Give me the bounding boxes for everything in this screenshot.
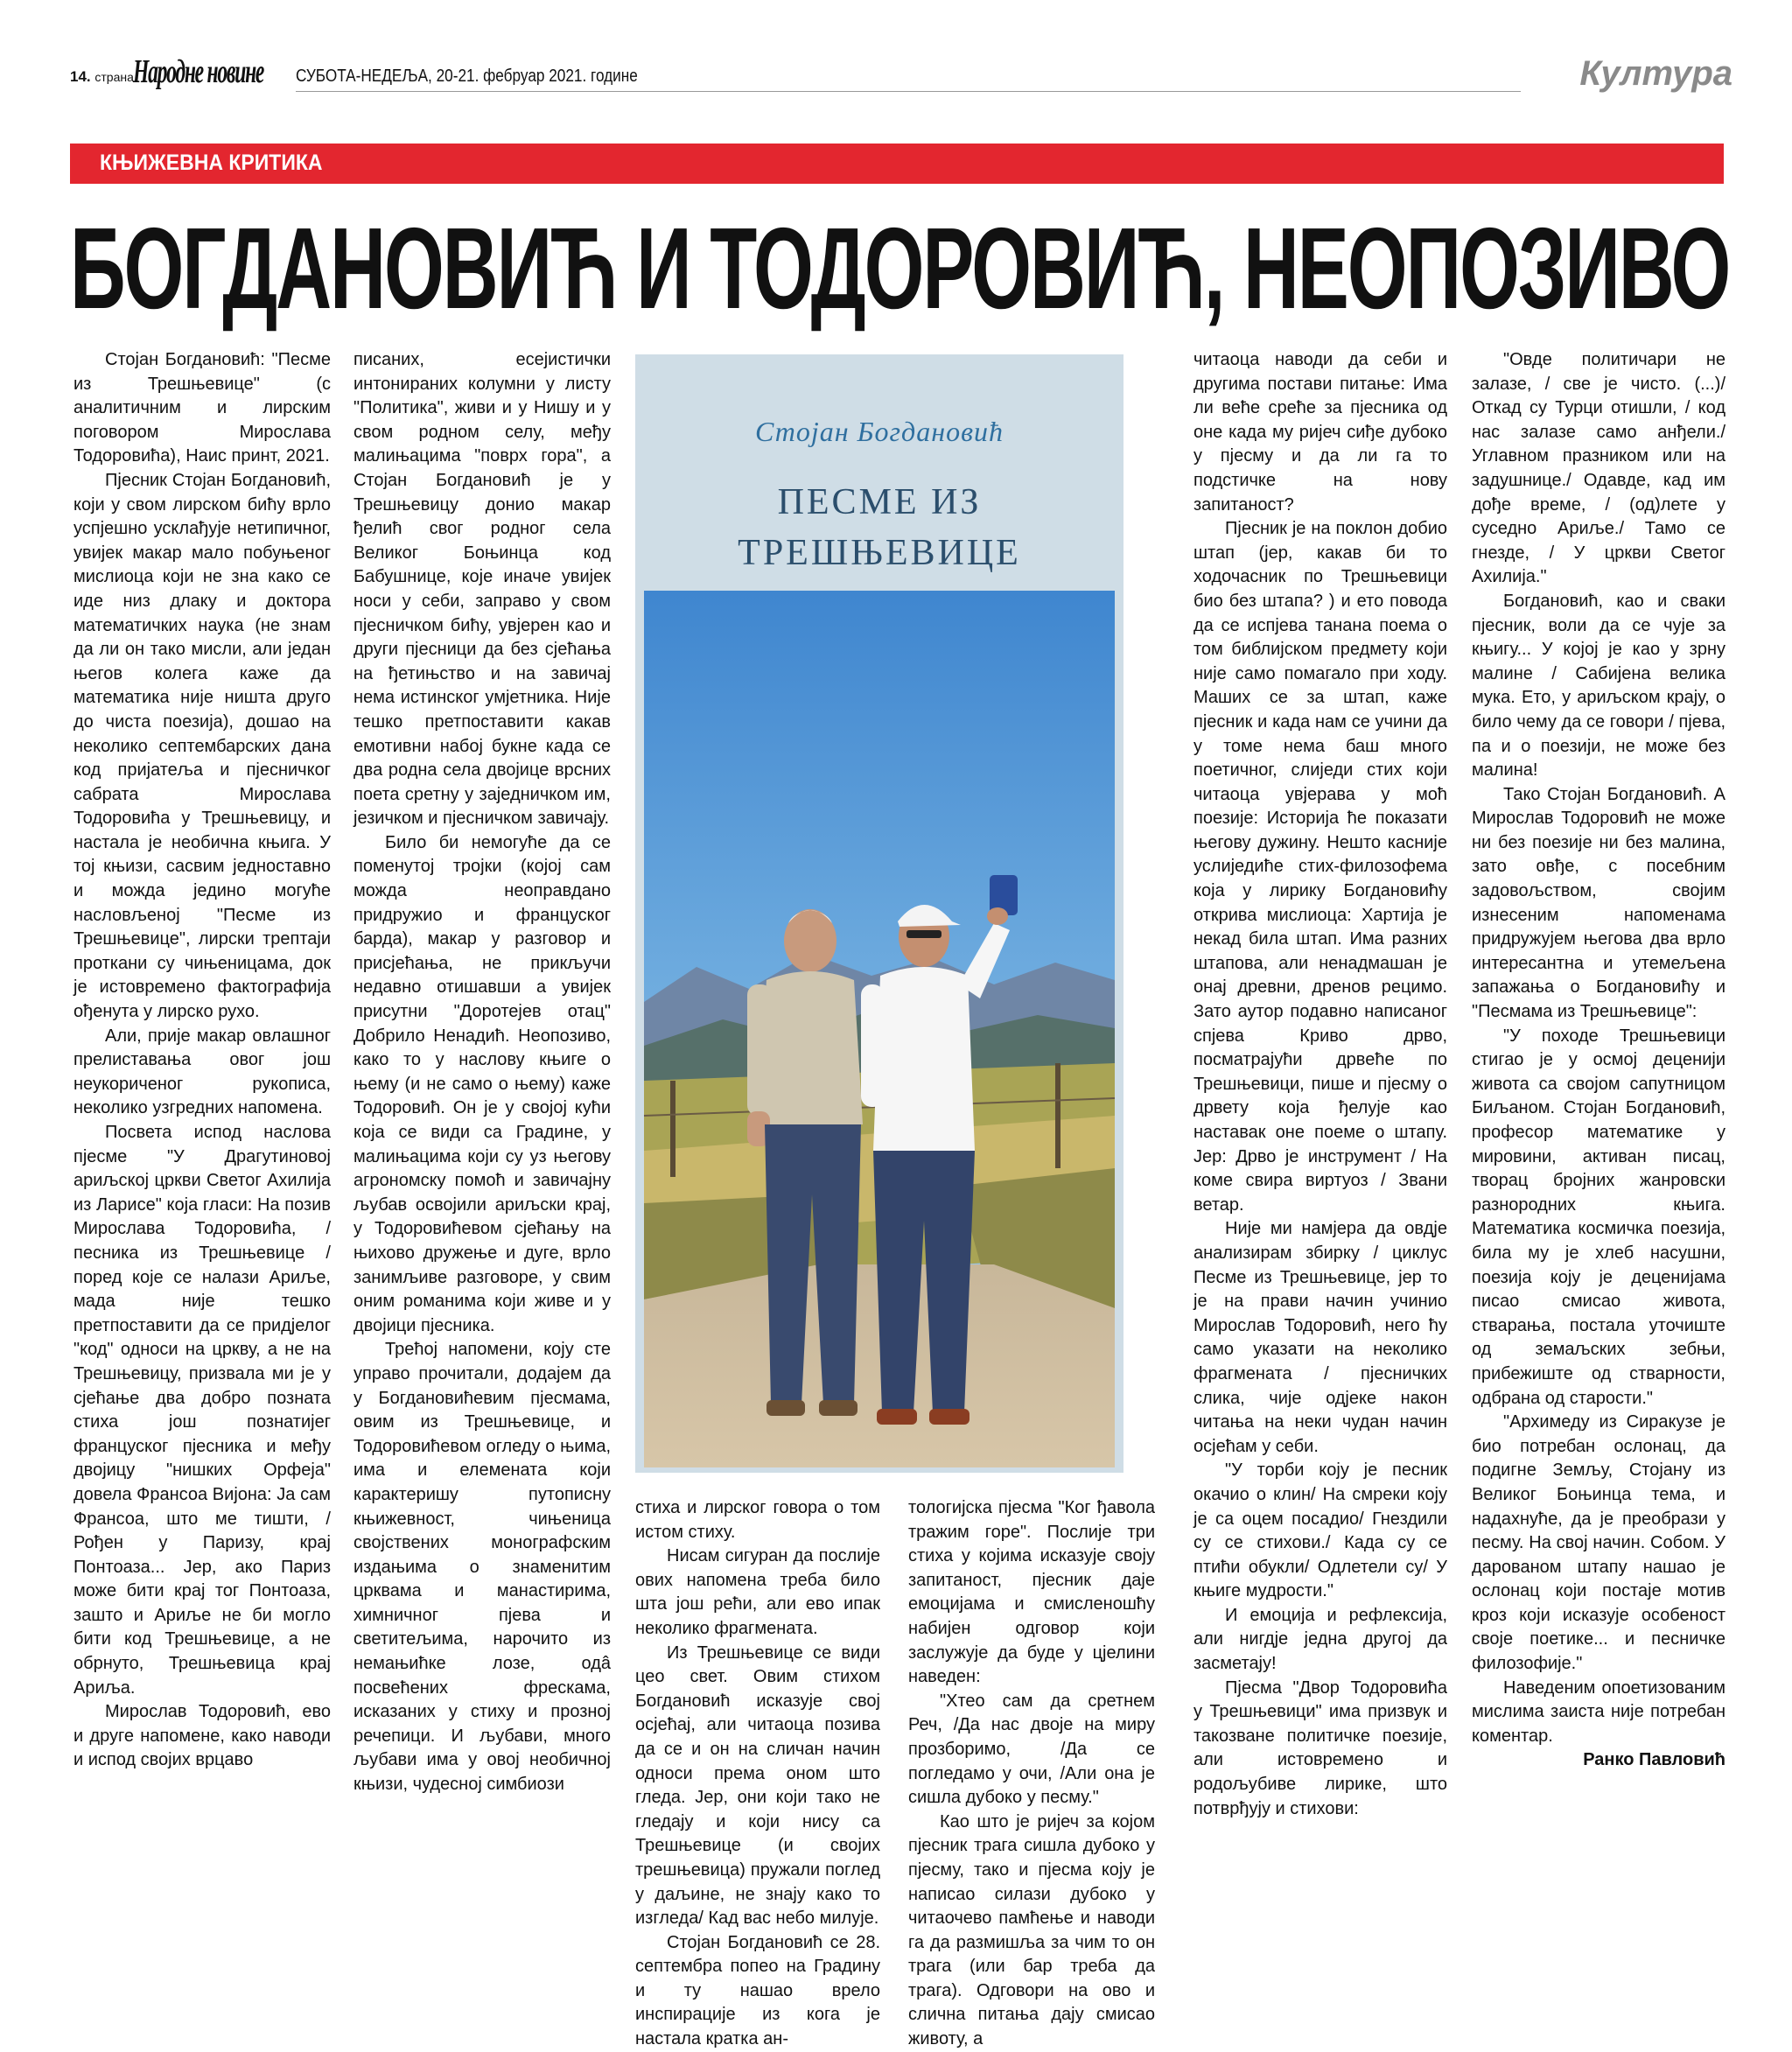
photo-two-men-selfie — [644, 591, 1115, 1467]
paragraph: Као што је ријеч за којом пјесник трага сишла дубоко у пјесму, тако и пјесма коју је написао силази дубоко у читаочево памћење и наводи га да размишља за чим то он трага (или бар треба да трага). Одговори на ово и слична питања дају смисао животу, а — [908, 1811, 1155, 2049]
book-cover — [635, 354, 1124, 1473]
paragraph: писаних, есејистички интонираних колумни у листу "Политика", живи и у Нишу и у свом родном селу, међу малињацима "поврх гора", а Стојан Богдановић је у Трешњевицу донио макар ђелић свог родног села Великог Бoњинца код Бабушнице, које иначе увијек носи у себи, заправо у свом пјесничком бићу, увјерен као и други пјесници да без сјећања на ђетињство и на завичај нема истинског умјетника. Није тешко претпоставити какав емотивни набој букне када се два родна села двојице врсних поета сретну у заједничком им, језичком и пјесничком завичају. — [354, 350, 611, 829]
article-column-6 — [1472, 348, 1726, 1773]
paragraph: Стојан Богдановић се 28. септембра попео на Градину и ту нашао врело инспирације из кога је настала кратка ан- — [635, 1932, 880, 2049]
paragraph: "У походе Трешњевици стигао је у осмој деценији живота са својом сапутницом Биљаном. Стојан Богдановић, професор математике у мировини, активан писац, творац бројних жанровски разнородних књига. Математика космичка поезија, била му је хлеб насушни, поезија коју је деценијама писао смисао живота, стварања, постала уточиште од земаљских зебњи, прибежиште од стварности, одбрана од старости." — [1472, 1026, 1726, 1408]
paragraph: Наведеним опоетизованим мислима заиста није потребан коментар. — [1472, 1677, 1726, 1746]
paragraph: "Хтео сам да сретнем Реч, /Да нас двоје на миру прозборимо, /Да се погледамо у очи, /Али она је сишла дубоко у песму." — [908, 1691, 1155, 1808]
paragraph: И емоција и рефлексија, али нигдје једна другој да засметају! — [1194, 1605, 1447, 1674]
page-number: 14. страна — [70, 68, 134, 85]
section-name: Култура — [1579, 54, 1732, 93]
paragraph: Мирослав Тодоровић, ево и друге напомене, како наводи и испод својих врцаво — [74, 1702, 331, 1770]
paragraph: тологијска пјесма "Ког ђавола тражим горе". Послије три стиха у којима исказује своју запитаност, пјесник даје емоцијама и смисленошћу набијен одговор који заслужује да буде у цјелини наведен: — [908, 1498, 1155, 1687]
paragraph: "Архимеду из Сиракузе је био потребан ослонац, да подигне Земљу, Стојану из Великог Бoњинца тема, и надахнуће, да је преобрази у песму. На свој начин. Собом. У дарованом штапу нашао је ослонац који постаје мотив кроз који исказује особеност своје поетике... и песничке филозофије." — [1472, 1412, 1726, 1674]
paragraph: читаоца наводи да себи и другима постави питање: Има ли веће среће за пјесника од оне када му ријеч сиђе дубоко у пјесму и да ли га то подстичке на нову запитаност? — [1194, 350, 1447, 515]
author-signature: Ранко Павловић — [1583, 1750, 1726, 1770]
article-column-2 — [354, 348, 611, 1797]
paragraph: Пјесма "Двор Тодоровића у Трешњевици" има призвук и такозване политичке поезије, али истовремено и родољубиве лирике, што потврђују и стихови: — [1194, 1677, 1447, 1818]
cover-author: Стојан Богдановић — [755, 416, 1004, 447]
paragraph: Није ми намјера да овдје анализирам збирку / циклус Песме из Трешњевице, јер то је на прави начин учинио Мирослав Тодоровић, него ћу само указати на неколико фрагмената / пјесничких слика, чије одјеке након читања на неки чудан начин осјећам у себи. — [1194, 1219, 1447, 1456]
article-column-4 — [908, 1496, 1155, 2052]
paragraph: Посвета испод наслова пјесме "У Драгутиновој ариљској цркви Светог Ахилија из Ларисе" која гласи: На позив Мирослава Тодоровића, / песника из Трешњевице / поред које се налази Ариље, мада није тешко претпоставити да се придјелог "код" односи на цркву, а не на Трешњевицу, призвала ми је у сјећање два добро позната стиха још познатијег француског пјесника и међу двојицу "нишких Орфеја" довела Франсоа Вијона: Ја сам Франсоа, што ме тишти, / Рођен у Паризу, крај Понтоаза... Јер, ако Париз може бити крај тог Понтоаза, зашто и Ариље не би могло бити код Трешњевице, а не обрнуто, Трешњевица крај Ариља. — [74, 1123, 331, 1698]
paragraph: Пјесник Стојан Богдановић, који у свом лирском бићу врло успјешно усклађује нетипичног, увијек макар мало побуњеног мислиоца који не зна како се иде низ длаку и доктора математичких наука (не знам да ли он тако мисли, али један његов колега каже да математика није ништа друго до чиста поезија), дошао на неколико септембарских дана код пријатеља и пјесничког сабрата Мирослава Тодоровића у Трешњевицу, и настала је необична књига. У тој књизи, сасвим једноставно и можда једино могуће насловљеној "Песме из Трешњевице", лирски трептаји проткани су чињеницама, док је истовремено фактографија ођенута у лирско рухо. — [74, 470, 331, 1022]
article-column-5 — [1194, 348, 1447, 1821]
paragraph: Трећој напомени, коју сте управо прочитали, додајем да у Богдановићевим пјесмама, овим из Трешњевице, и Тодоровићевом огледу о њима, има и елемената који карактеришу путописну књижевност, чињеница својствених монографским издањима о знаменитим црквама и манастирима, химничног пјева и светитељима, нарочито из немањићке лозе, одâ посвећених фрескама, исказаних у стиху и прозној речепици. И љубави, много љубави има у овој необичној књизи, чудесној симбиози — [354, 1340, 611, 1795]
header-rule — [296, 91, 1521, 92]
paragraph: Из Трешњевице се види цео свет. Овим стихом Богдановић исказује свој осјећај, али читаоца позива да се и он на сличан начин односи према оном што гледа. Јер, они који тако не гледају и који нису са Трешњевице (и својих трешњевица) пружали поглед у даљине, не знају како то изгледа/ Кад вас небо милује. — [635, 1642, 880, 1929]
masthead — [70, 53, 1732, 96]
paragraph: Тако Стојан Богдановић. А Мирослав Тодоровић не може ни без поезије ни без малина, зато овђе, с посебним задовољством, својим изнесеним напоменама придружујем његова два врло интересантна и утемељена запажања о Богдановићу и "Песмама из Трешњевице": — [1472, 784, 1726, 1022]
article-headline: БОГДАНОВИЋ И ТОДОРОВИЋ, НЕОПОЗИВО — [70, 204, 1730, 333]
paragraph: стиха и лирског говора о том истом стиху. — [635, 1498, 880, 1542]
cover-title: ПЕСМЕ ИЗ ТРЕШЊЕВИЦЕ — [738, 482, 1021, 573]
paragraph: "Овде политичари не залазе, / све је чисто. (...)/Откад су Турци отишли, / код нас залазе само анђели./ Углавном празником или на задушнице./ Одавде, кад им дође време, / (од)лете у суседно Ариље./ Тамо се гнезде, / У цркви Светог Ахилија." — [1472, 350, 1726, 587]
paragraph: Стојан Богдановић: "Песме из Трешњевице" (с аналитичним и лирским поговором Мирослава Тодоровића), Наис принт, 2021. — [74, 350, 331, 466]
paragraph: Пјесник је на поклон добио штап (јер, какав би то ходочасник по Трешњевици био без штапа? ) и ето повода да се испјева танана поема о том библијском предмету који није само помагало при ходу. Маших се за штап, каже пјесник и када нам се учини да у томе нема баш много поетичног, слиједи стих који читаоца увјерава у моћ поезије: Историја ће показати његову дужину. Нешто касније услиједиће стих-филозофема која у лирику Богдановићу открива мислиоца: Хартија је некад била штап. Има разних штапова, али ненадмашан је онај древни, дренов рецимо. Зато аутор подавно написаног спјева Криво дрво, посматрајући дрвеће по Трешњевици, пише и пјесму о дрвету која ђелује као наставак оне поеме о штапу. Јер: Дрво је инструмент / На коме свира виртуоз / Звани ветар. — [1194, 519, 1447, 1215]
article-column-3 — [635, 1496, 880, 2052]
issue-date: СУБОТА-НЕДЕЉА, 20-21. фебруар 2021. године — [296, 67, 638, 86]
newspaper-logo: Народне новине — [133, 53, 264, 90]
article-column-1 — [74, 348, 331, 1773]
kicker-label: КЊИЖЕВНА КРИТИКА — [100, 151, 323, 175]
paragraph: Богдановић, као и сваки пјесник, воли да се чује за књигу... У којој је као у зрну малине / Сабијена велика мука. Ето, у ариљском крају, о било чему да се говори / пјева, па и о поезији, не може без малина! — [1472, 591, 1726, 781]
paragraph: Али, прије макар овлашног прелиставања овог још неукориченог рукописа, неколико узгредних напомена. — [74, 1026, 331, 1118]
paragraph: Било би немогуће да се поменутој тројки (којој сам можда неоправдано придружио и француског барда), макар у разговор и присјећања, не прикључи недавно отишавши а увијек присутни "Доротејев отац" Добрило Ненадић. Неопозиво, како то у наслову књиге о њему (и не само о њему) каже Тодоровић. Он је у својој кући која се види са Градине, у малињацима који су уз његову агрономску помоћ и завичајну љубав освојили ариљски крај, у Тодоровићевом сјећању на њихово дружење и дуге, врло занимљиве разговоре, у свим оним романима који живе и у двојици пјесника. — [354, 832, 611, 1335]
paragraph: Нисам сигуран да послије ових напомена треба било шта још рећи, али ево ипак неколико фрагмената. — [635, 1546, 880, 1638]
paragraph: "У торби коју је песник окачио о клин/ На смреки коју је са оцем посадио/ Гнездили су се стихови./ Када су се птићи обукли/ Одлетели су/ У књиге мудрости." — [1194, 1460, 1447, 1601]
